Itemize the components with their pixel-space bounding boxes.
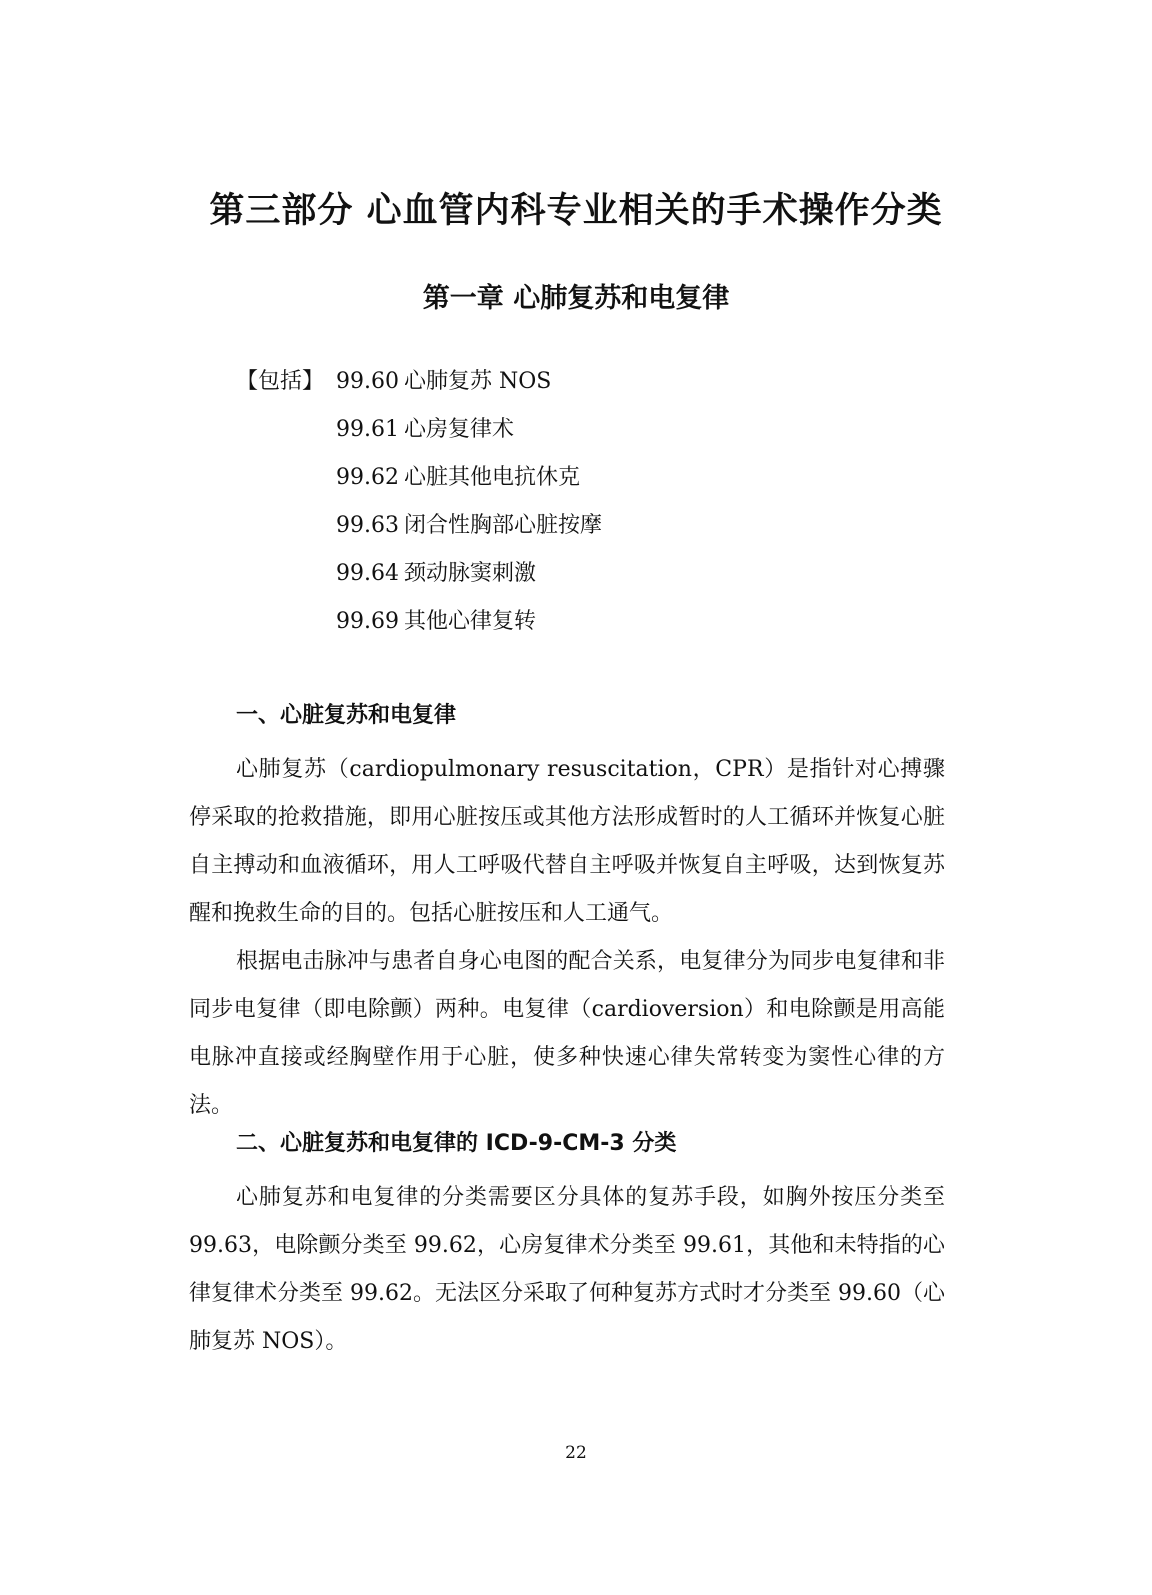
paragraph: 心肺复苏和电复律的分类需要区分具体的复苏手段，如胸外按压分类至 99.63，电除颤分类至 99.62，心房复律术分类至 99.61，其他和未特指的心律复律术分类至 99.62。无法区分采取了何种复苏方式时才分类至 99.60（心肺复苏 NOS）。 (189, 1185, 945, 1354)
procedure-code: 99.63 (336, 513, 399, 538)
include-row (236, 556, 936, 604)
include-row (236, 412, 936, 460)
section-heading: 二、心脏复苏和电复律的 ICD-9-CM-3 分类 (236, 1131, 677, 1156)
section-1 (189, 698, 945, 1130)
procedure-code: 99.64 (336, 561, 399, 586)
procedure-code: 99.61 (336, 417, 399, 442)
procedure-name: 心脏其他电抗休克 (404, 465, 581, 490)
procedure-name: 其他心律复转 (404, 609, 537, 634)
include-row (236, 604, 936, 652)
include-row (236, 460, 936, 508)
include-label: 【包括】 (236, 369, 325, 394)
section-2 (189, 1126, 945, 1366)
section-heading: 一、心脏复苏和电复律 (236, 703, 457, 728)
procedure-name: 闭合性胸部心脏按摩 (404, 513, 603, 538)
procedure-code: 99.69 (336, 609, 399, 634)
procedure-code: 99.60 (336, 369, 399, 394)
include-row (236, 508, 936, 556)
chapter-title: 第一章 心肺复苏和电复律 (422, 283, 730, 314)
include-row (236, 364, 936, 412)
procedure-name: 心房复律术 (404, 417, 515, 442)
include-list (236, 364, 936, 652)
paragraph: 根据电击脉冲与患者自身心电图的配合关系，电复律分为同步电复律和非同步电复律（即电除颤）两种。电复律（cardioversion）和电除颤是用高能电脉冲直接或经胸壁作用于心脏，使多种快速心律失常转变为窦性心律的方法。 (189, 949, 945, 1118)
paragraph: 心肺复苏（cardiopulmonary resuscitation，CPR）是指针对心搏骤停采取的抢救措施，即用心脏按压或其他方法形成暂时的人工循环并恢复心脏自主搏动和血液循环，用人工呼吸代替自主呼吸并恢复自主呼吸，达到恢复苏醒和挽救生命的目的。包括心脏按压和人工通气。 (189, 757, 945, 926)
part-title: 第三部分 心血管内科专业相关的手术操作分类 (209, 191, 943, 231)
procedure-name: 颈动脉窦刺激 (404, 561, 537, 586)
procedure-name: 心肺复苏 NOS (404, 369, 552, 394)
page-number: 22 (565, 1443, 587, 1463)
procedure-code: 99.62 (336, 465, 399, 490)
